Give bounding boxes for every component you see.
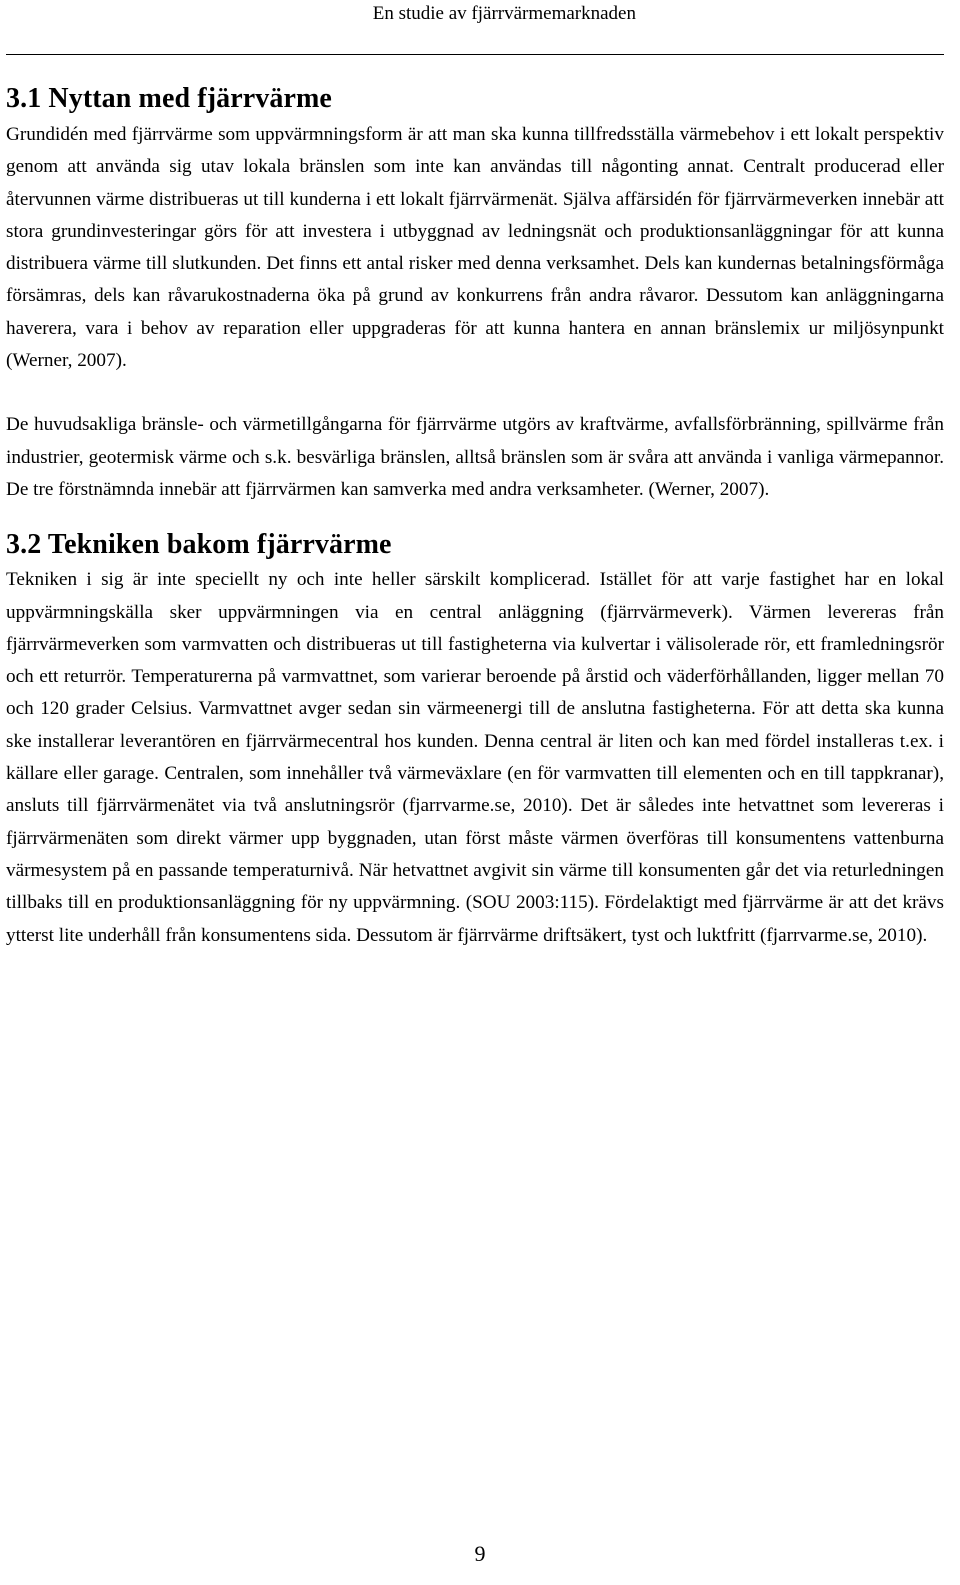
- header-divider: [6, 54, 944, 55]
- page-body: [6, 82, 944, 952]
- paragraph: Tekniken i sig är inte speciellt ny och inte heller särskilt komplicerad. Istället för att varje fastighet har en lokal uppvärmningskälla sker uppvärmningen via en central anläggning (fjärrvärmeverk). Värmen levereras från fjärrvärmeverken som varmvatten och distribueras ut till fastigheterna via kulvertar i välisolerade rör, ett framledningsrör och ett returrör. Temperaturerna på varmvattnet, som varierar beroende på årstid och väderförhållanden, ligger mellan 70 och 120 grader Celsius. Varmvattnet avger sedan sin värmeenergi till de anslutna fastigheterna. För att detta ska kunna ske installerar leverantören en fjärrvärmecentral hos kunden. Denna central är liten och kan med fördel installeras t.ex. i källare eller garage. Centralen, som innehåller två värmeväxlare (en för varmvatten till elementen och en till tappkranar), ansluts till fjärrvärmenätet via två anslutningsrör (fjarrvarme.se, 2010). Det är således inte hetvattnet som levereras i fjärrvärmenäten som direkt värmer upp byggnaden, utan först måste värmen överföras till konsumentens vattenburna värmesystem på en passande temperaturnivå. När hetvattnet avgivit sin värme till konsumenten går det via returledningen tillbaks till en produktionsanläggning för ny uppvärmning. (SOU 2003:115). Fördelaktigt med fjärrvärme är att det krävs ytterst lite underhåll från konsumentens sida. Dessutom är fjärrvärme driftsäkert, tyst och luktfritt (fjarrvarme.se, 2010).: [6, 569, 944, 946]
- paragraph: De huvudsakliga bränsle- och värmetillgångarna för fjärrvärme utgörs av kraftvärme, avfallsförbränning, spillvärme från industrier, geotermisk värme och s.k. besvärliga bränslen, alltså bränslen som är svåra att använda i vanliga värmepannor. De tre förstnämnda innebär att fjärrvärmen kan samverka med andra verksamheter. (Werner, 2007).: [6, 414, 944, 500]
- page-number: 9: [474, 1541, 486, 1566]
- paragraph: Grundidén med fjärrvärme som uppvärmningsform är att man ska kunna tillfredsställa värmebehov i ett lokalt perspektiv genom att använda sig utav lokala bränslen som inte kan användas till någonting annat. Centralt producerad eller återvunnen värme distribueras ut till kunderna i ett lokalt fjärrvärmenät. Själva affärsidén för fjärrvärmeverken innebär att stora grundinvesteringar görs för att investera i utbyggnad av ledningsnät och produktionsanläggningar för att kunna distribuera värme till slutkunden. Det finns ett antal risker med denna verksamhet. Dels kan kundernas betalningsförmåga försämras, dels kan råvarukostnaderna öka på grund av konkurrens från andra råvaror. Dessutom kan anläggningarna haverera, vara i behov av reparation eller uppgraderas för att kunna hantera en annan bränslemix ur miljösynpunkt (Werner, 2007).: [6, 124, 944, 372]
- section-heading-3-1: 3.1 Nyttan med fjärrvärme: [6, 83, 332, 114]
- section-heading-3-2: 3.2 Tekniken bakom fjärrvärme: [6, 529, 392, 561]
- running-header: En studie av fjärrvärmemarknaden: [372, 3, 636, 24]
